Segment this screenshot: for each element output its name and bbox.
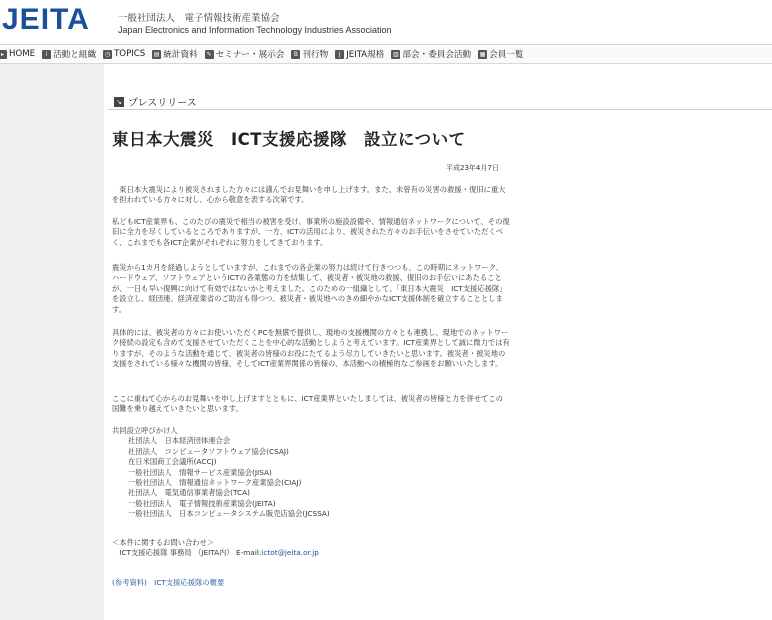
nav-home[interactable]: ▸ HOME: [0, 49, 35, 59]
signatory-item: 一般社団法人 日本コンピュータシステム販売店協会(JCSSA): [128, 509, 330, 519]
reference-link[interactable]: (参考資料) ICT支援応援隊の概要: [112, 578, 225, 587]
home-icon: ▸: [0, 50, 7, 59]
paragraph-1: 東日本大震災により被災されました方々には謹んでお見舞いを申し上げます。また、未曾有の災害の救援・復旧に重大を担われている方々に対し、心から敬意を表する次第です。: [112, 185, 506, 205]
contact-heading: ＜本件に関するお問い合わせ＞: [112, 538, 215, 547]
signatory-item: 社団法人 日本経済団体連合会: [128, 436, 231, 446]
nav-seminar[interactable]: ✎ セミナー・展示会: [206, 50, 285, 60]
info-icon: i: [42, 50, 51, 59]
nav-members[interactable]: ▦ 会員一覧: [479, 50, 524, 60]
signatory-item: 一般社団法人 情報通信ネットワーク産業協会(CIAJ): [128, 478, 302, 488]
chart-icon: ▤: [153, 50, 160, 58]
nav-standards[interactable]: J JEITA規格: [335, 48, 384, 60]
org-name-en: Japan Electronics and Information Technology Industries Association: [118, 25, 392, 35]
paragraph-2: 私どもICT産業界も、このたびの震災で相当の被害を受け、事業所の施設設備や、情報通信ネットワークについて、その復旧に全力を尽くしているところでありますが、一方、ICTの活用により、被災された方々のお手伝いをさせていただくべく、これまでも各ICT企業がそれぞれに努力をしてきております。: [112, 217, 510, 247]
global-nav: [0, 44, 772, 64]
release-date: 平成23年4月7日: [446, 164, 499, 172]
paragraph-5: ここに重ねて心からのお見舞いを申し上げますとともに、ICT産業界といたしましては、被災者の皆様と力を併せてこの国難を乗り越えていきたいと思います。: [112, 394, 503, 414]
paragraph-3: 震災から1カ月を経過しようとしていますが、これまでの各企業の努力は続けて行きつつも、この時期にネットワーク、ハードウェア、ソフトウェアというICTの各業態の力を結集して、被災者・被災地の救援、復旧のお手伝いにあたることが、一日も早い復興に向けて有効ではないかと考えました。このための一組織として、「東日本大震災 ICT支援応援隊」を設立し、経団連、経済産業省のご助言も得つつ、被災者・被災地へのきめ細やかなICT支援体制を確立することとします。: [112, 263, 507, 314]
org-name-jp: 一般社団法人 電子情報技術産業協会: [118, 13, 280, 24]
nav-publications[interactable]: B 刊行物: [291, 48, 328, 60]
signatory-item: 在日米国商工会議所(ACCJ): [128, 457, 217, 467]
pen-icon: ✎: [206, 50, 212, 58]
jeita-logo[interactable]: JEITA: [2, 3, 90, 36]
signatory-item: 社団法人 コンピュータソフトウェア協会(CSAJ): [128, 446, 289, 456]
contact-line: ICT支援応援隊 事務局 （JEITA内） E-mail:ictot@jeita.or.jp: [112, 548, 319, 558]
committee-icon: ▥: [393, 50, 399, 58]
signatory-item: 一般社団法人 情報サービス産業協会(JISA): [128, 467, 272, 477]
signatory-item: 社団法人 電気通信事業者協会(TCA): [128, 488, 250, 498]
contact-block: [112, 538, 319, 559]
nav-statistics[interactable]: ▤ 統計資料: [153, 50, 198, 60]
contact-email-link[interactable]: ictot@jeita.or.jp: [261, 548, 319, 558]
left-gutter: [0, 64, 104, 620]
signatory-item: 一般社団法人 電子情報技術産業協会(JEITA): [128, 498, 276, 508]
site-header: [0, 0, 772, 42]
press-icon: ↘: [114, 97, 124, 107]
signatories-block: [112, 426, 330, 520]
nav-committees[interactable]: ▥ 部会・委員会活動: [393, 50, 472, 60]
paragraph-4: 具体的には、被災者の方々にお使いいただくPCを無償で提供し、現地の支援機関の方々とも連携し、現地でのネットワーク接続の設定も含めて支援させていただくことを中心的な活動としようと考えています。ICT産業界として誠に微力では有りますが、そのような活動を通じて、被災者の皆様のお役にたてるよう尽力していきたいと思います。被災者・被災地の支援をされている様々な機関の皆様、そしてICT産業界関係の皆様の、本活動への積極的なご参画をお願いいたします。: [112, 328, 510, 369]
section-header: [108, 94, 772, 110]
nav-topics[interactable]: ◷ TOPICS: [104, 49, 146, 59]
nav-activities[interactable]: i 活動と組織: [42, 48, 96, 60]
signatories-heading: 共同設立呼びかけ人: [112, 426, 178, 435]
topics-icon: ◷: [104, 50, 111, 58]
members-icon: ▦: [479, 50, 486, 58]
book-icon: B: [291, 50, 300, 59]
page-title: 東日本大震災 ICT支援応援隊 設立について: [112, 130, 466, 149]
section-title: プレスリリース: [128, 98, 197, 109]
standard-icon: J: [335, 50, 344, 59]
